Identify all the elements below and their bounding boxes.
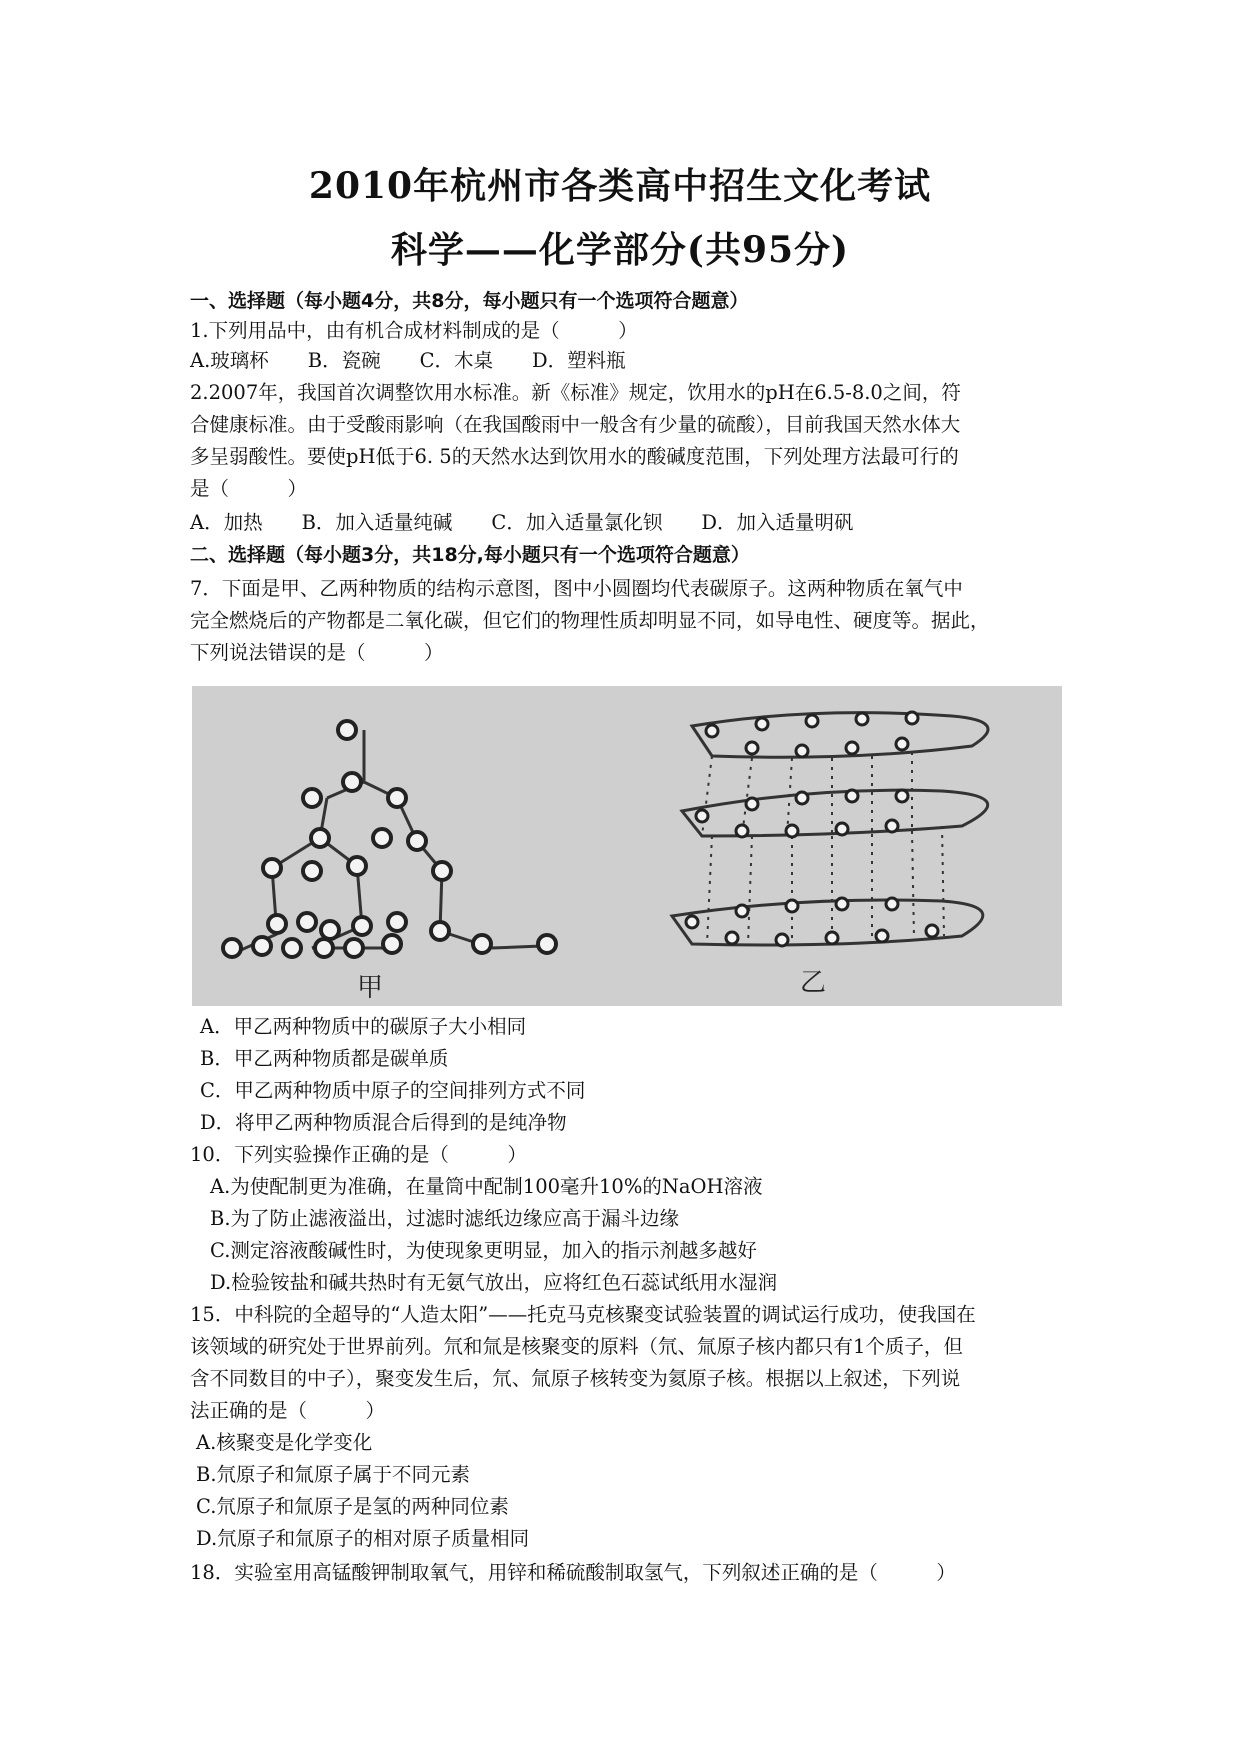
q15-line-3: 含不同数目的中子），聚变发生后，氘、氚原子核转变为氦原子核。根据以上叙述，下列说	[190, 1367, 961, 1390]
q10-option-c: C.测定溶液酸碱性时，为使现象更明显，加入的指示剂越多越好	[210, 1239, 757, 1262]
q10-option-b: B.为了防止滤液溢出，过滤时滤纸边缘应高于漏斗边缘	[210, 1207, 680, 1230]
q10-stem: 10．下列实验操作正确的是（ ）	[190, 1143, 527, 1166]
q15-option-a: A.核聚变是化学变化	[196, 1431, 373, 1454]
q2-line-1: 2.2007年，我国首次调整饮用水标准。新《标准》规定，饮用水的pH在6.5-8.0之间，符	[190, 381, 961, 404]
q7-option-a: A．甲乙两种物质中的碳原子大小相同	[200, 1015, 527, 1038]
section-heading-2: 二、选择题（每小题3分，共18分,每小题只有一个选项符合题意）	[190, 544, 750, 566]
diamond-atoms	[223, 721, 556, 957]
q15-line-2: 该领域的研究处于世界前列。氘和氚是核聚变的原料（氘、氚原子核内都只有1个质子，但	[190, 1335, 963, 1358]
exam-title: 2010年杭州市各类高中招生文化考试	[308, 165, 932, 207]
q15-line-1: 15．中科院的全超导的“人造太阳”——托克马克核聚变试验装置的调试运行成功，使我国在	[190, 1303, 976, 1326]
q15-option-d: D.氘原子和氚原子的相对原子质量相同	[196, 1527, 530, 1550]
figure-label-yi: 乙	[800, 968, 827, 998]
q1-stem: 1.下列用品中，由有机合成材料制成的是（ ）	[190, 319, 638, 342]
q7-line-3: 下列说法错误的是（ ）	[190, 641, 444, 664]
q2-line-4: 是（ ）	[190, 477, 308, 500]
q1-options: A.玻璃杯 B．瓷碗 C．木桌 D．塑料瓶	[190, 349, 626, 372]
q7-option-d: D．将甲乙两种物质混合后得到的是纯净物	[200, 1111, 567, 1134]
q10-option-d: D.检验铵盐和碱共热时有无氨气放出，应将红色石蕊试纸用水湿润	[210, 1271, 778, 1294]
q2-line-2: 合健康标准。由于受酸雨影响（在我国酸雨中一般含有少量的硫酸），目前我国天然水体大	[190, 413, 961, 436]
q7-line-1: 7．下面是甲、乙两种物质的结构示意图，图中小圆圈均代表碳原子。这两种物质在氧气中	[190, 577, 963, 600]
q2-line-3: 多呈弱酸性。要使pH低于6. 5的天然水达到饮用水的酸碱度范围，下列处理方法最可行的	[190, 445, 959, 468]
q15-option-c: C.氘原子和氚原子是氢的两种同位素	[196, 1495, 509, 1518]
q7-option-c: C．甲乙两种物质中原子的空间排列方式不同	[200, 1079, 586, 1102]
carbon-structure-drawing	[192, 686, 1062, 1006]
exam-subtitle: 科学——化学部分(共95分)	[390, 229, 850, 271]
q15-line-4: 法正确的是（ ）	[190, 1399, 386, 1422]
graphite-layers	[672, 713, 988, 945]
q7-line-2: 完全燃烧后的产物都是二氧化碳，但它们的物理性质却明显不同，如导电性、硬度等。据此，	[190, 609, 990, 632]
carbon-structure-figure	[192, 686, 1062, 1006]
q7-option-b: B．甲乙两种物质都是碳单质	[200, 1047, 449, 1070]
q18-stem: 18．实验室用高锰酸钾制取氧气，用锌和稀硫酸制取氢气，下列叙述正确的是（ ）	[190, 1561, 956, 1584]
q10-option-a: A.为使配制更为准确，在量筒中配制100毫升10%的NaOH溶液	[210, 1175, 763, 1198]
section-heading-1: 一、选择题（每小题4分，共8分，每小题只有一个选项符合题意）	[190, 290, 749, 312]
figure-label-jia: 甲	[357, 973, 384, 1003]
q2-options: A．加热 B．加入适量纯碱 C．加入适量氯化钡 D．加入适量明矾	[190, 511, 854, 534]
q15-option-b: B.氘原子和氚原子属于不同元素	[196, 1463, 471, 1486]
